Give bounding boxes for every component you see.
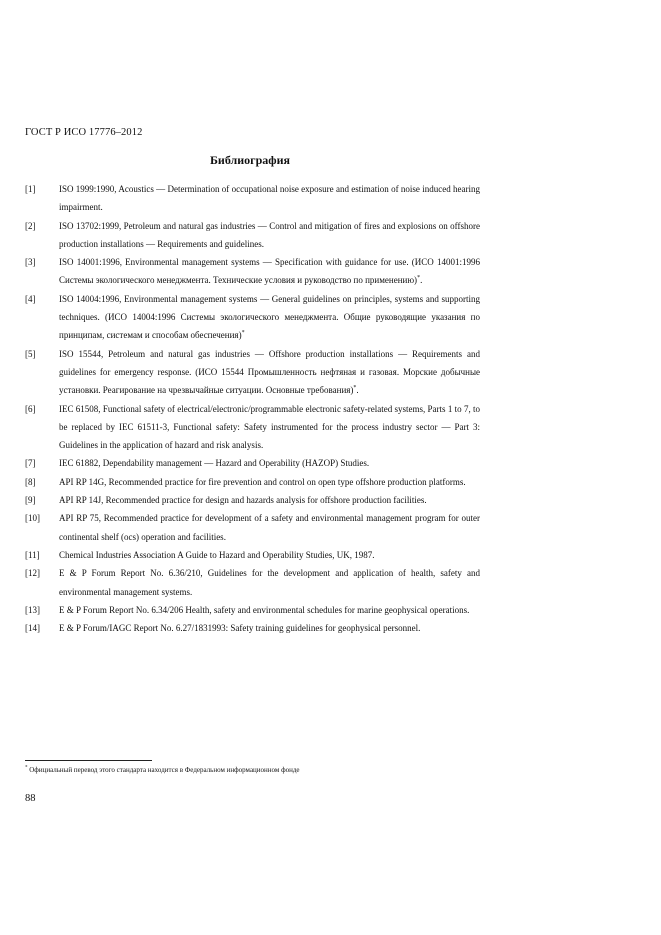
entry-number: [2] (25, 220, 36, 231)
bibliography-entry (25, 253, 480, 290)
bibliography-entry (25, 454, 480, 472)
entry-text: ISO 1999:1990, Acoustics — Determination of occupational noise exposure and estimation of noise induced hearing impairment. (59, 184, 480, 213)
bibliography-entry (25, 473, 480, 491)
entry-text: API RP 75, Recommended practice for development of a safety and environmental management program for outer continental shelf (ocs) operation and facilities. (59, 513, 480, 542)
entry-number: [1] (25, 184, 36, 194)
entry-number: [11] (25, 549, 40, 560)
entry-number: [9] (25, 495, 36, 506)
footnote-marker: * (417, 275, 421, 282)
bibliography-entry (25, 345, 480, 400)
entry-number: [14] (25, 623, 40, 634)
entry-number: [10] (25, 513, 40, 524)
footnote-divider (25, 760, 152, 761)
entry-text: Chemical Industries Association A Guide to Hazard and Operability Studies, UK, 1987. (59, 549, 375, 560)
footnote-marker: * (353, 385, 357, 392)
bibliography-entry (25, 290, 480, 345)
entry-text: API RP 14G, Recommended practice for fire prevention and control on open type offshore production platforms. (59, 476, 466, 487)
bibliography-entry (25, 619, 480, 637)
bibliography-entry (25, 180, 480, 217)
entry-text: API RP 14J, Recommended practice for design and hazards analysis for offshore production facilities. (59, 495, 427, 506)
entry-number: [3] (25, 257, 36, 268)
page-title: Библиография (209, 153, 291, 167)
entry-number: [5] (25, 348, 36, 359)
entry-number: [8] (25, 476, 36, 487)
bibliography-entry (25, 491, 480, 509)
bibliography-entry (25, 400, 480, 455)
entry-text: E & P Forum/IAGC Report No. 6.27/1831993: Safety training guidelines for geophysical personnel. (59, 623, 421, 634)
entry-text: IEC 61882, Dependability management — Hazard and Operability (HAZOP) Studies. (59, 458, 370, 469)
entry-number: [6] (25, 403, 36, 414)
bibliography-entry (25, 217, 480, 254)
entry-number: [4] (25, 293, 36, 304)
page-number: 88 (25, 793, 36, 804)
entry-number: [12] (25, 568, 40, 579)
entry-number: [7] (25, 458, 36, 469)
bibliography-entry (25, 601, 480, 619)
standard-header: ГОСТ Р ИСО 17776–2012 (25, 127, 143, 138)
bibliography-entry (25, 546, 480, 564)
entry-number: [13] (25, 604, 40, 615)
entry-text: IEC 61508, Functional safety of electrical/electronic/programmable electronic safety-related systems, Parts 1 to 7, to be replaced by IEC 61511-3, Functional safety: Safety instrumented for the process industry sector — Part 3: Guidelines in the application of hazard and risk analysis. (59, 403, 480, 451)
bibliography-entry (25, 564, 480, 601)
footnote-marker: * (25, 765, 28, 771)
entry-text: ISO 14004:1996, Environmental management systems — General guidelines on principles, systems and supporting techniques. (ИСО 14004:1996 Системы экологического менеджмента. Общие руководящие указания по принципам, системам и способам обеспечения)* (59, 293, 480, 341)
footnote-text: Официальный перевод этого стандарта находится в Федеральном информационном фонде (29, 766, 300, 774)
bibliography-entry (25, 509, 480, 546)
entry-text: ISO 13702:1999, Petroleum and natural gas industries — Control and mitigation of fires and explosions on offshore production installations — Requirements and guidelines. (59, 220, 480, 249)
footnote-marker: * (241, 330, 245, 337)
footnote (25, 766, 300, 774)
entry-text: ISO 14001:1996, Environmental management systems — Specification with guidance for use. (ИСО 14001:1996 Системы экологического менеджмента. Технические условия и руководство по применению)*. (59, 257, 480, 286)
entry-text: ISO 15544, Petroleum and natural gas industries — Offshore production installations — Requirements and guidelines for emergency response. (ИСО 15544 Промышленность нефтяная и газовая. Морские добычные установки. Реагирование на чрезвычайные ситуации. Основные требования)*. (59, 348, 480, 396)
entry-text: E & P Forum Report No. 6.34/206 Health, safety and environmental schedules for marine geophysical operations. (59, 604, 470, 615)
entry-text: E & P Forum Report No. 6.36/210, Guidelines for the development and application of health, safety and environmental management systems. (59, 568, 480, 597)
bibliography-list (25, 180, 480, 637)
